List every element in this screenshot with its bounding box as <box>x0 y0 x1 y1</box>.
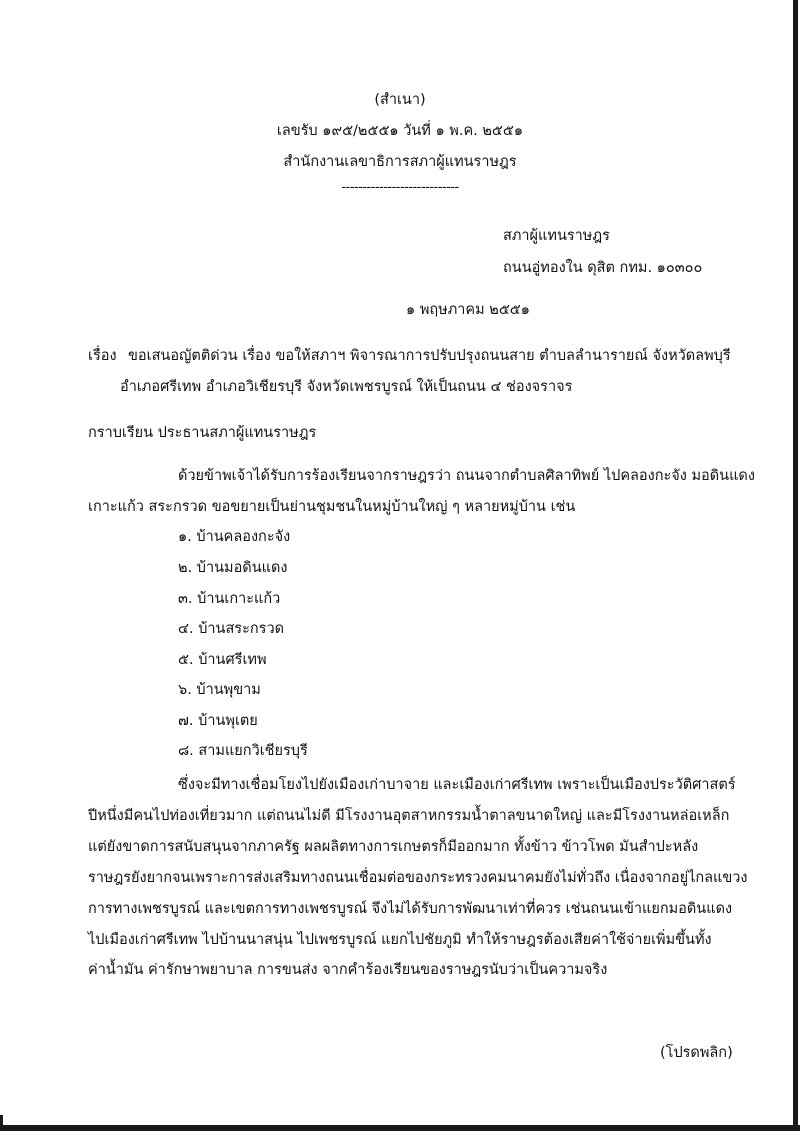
village-item: ๒. บ้านมอดินแดง <box>178 560 288 576</box>
body-line: ปีหนึ่งมีคนไปท่องเที่ยวมาก แต่ถนนไม่ดี มีโรงงานอุตสาหกรรมน้ำตาลขนาดใหญ่ และมีโรงงานหล่อเหล็ก <box>88 808 730 824</box>
body-line: ค่าน้ำมัน ค่ารักษาพยาบาล การขนส่ง จากคำร้องเรียนของราษฎรนับว่าเป็นความจริง <box>88 962 608 978</box>
village-item: ๓. บ้านเกาะแก้ว <box>178 591 281 607</box>
subject-label: เรื่อง <box>88 348 117 364</box>
intro-line-1: ด้วยข้าพเจ้าได้รับการร้องเรียนจากราษฎรว่า ถนนจากตำบลศิลาทิพย์ ไปคลองกะจัง มอดินแดง <box>178 468 755 484</box>
address-line-1: สภาผู้แทนราษฎร <box>503 228 610 244</box>
village-item: ๘. สามแยกวิเชียรบุรี <box>178 743 308 759</box>
intro-line-2: เกาะแก้ว สระกรวด ขอขยายเป็นย่านชุมชนในหมู่บ้านใหญ่ ๆ หลายหมู่บ้าน เช่น <box>88 499 576 515</box>
subject-line-2: อำเภอศรีเทพ อำเภอวิเชียรบุรี จังหวัดเพชรบูรณ์ ให้เป็นถนน ๔ ช่องจราจร <box>120 379 573 395</box>
village-item: ๗. บ้านพุเตย <box>178 713 258 729</box>
receipt-line: เลขรับ ๑๙๕/๒๕๕๑ วันที่ ๑ พ.ค. ๒๕๕๑ <box>276 123 524 139</box>
turn-over-note: (โปรดพลิก) <box>660 1045 733 1061</box>
scan-border-left <box>0 1115 3 1131</box>
village-item: ๑. บ้านคลองกะจัง <box>178 529 291 545</box>
body-line: แต่ยังขาดการสนับสนุนจากภาครัฐ ผลผลิตทางการเกษตรก็มีออกมาก ทั้งข้าว ข้าวโพด มันสำปะหลัง <box>88 839 699 855</box>
salutation: กราบเรียน ประธานสภาผู้แทนราษฎร <box>88 425 317 441</box>
body-line: ไปเมืองเก่าศรีเทพ ไปบ้านนาสนุ่น ไปเพชรบูรณ์ แยกไปชัยภูมิ ทำให้ราษฎรต้องเสียค่าใช้จ่ายเพิ่มขึ้นทั้ง <box>88 932 712 948</box>
body-line: ซึ่งจะมีทางเชื่อมโยงไปยังเมืองเก่าบาจาย และเมืองเก่าศรีเทพ เพราะเป็นเมืองประวัติศาสตร์ <box>178 777 736 793</box>
letter-date: ๑ พฤษภาคม ๒๕๕๑ <box>406 302 530 318</box>
body-line: การทางเพชรบูรณ์ และเขตการทางเพชรบูรณ์ จึงไม่ได้รับการพัฒนาเท่าที่ควร เช่นถนนเข้าแยกมอดินแดง <box>88 901 733 917</box>
body-line: ราษฎรยังยากจนเพราะการส่งเสริมทางถนนเชื่อมต่อของกระทรวงคมนาคมยังไม่ทั่วถึง เนื่องจากอยู่ไกลแขวง <box>88 870 748 886</box>
subject-line-1: ขอเสนอญัตติด่วน เรื่อง ขอให้สภาฯ พิจารณาการปรับปรุงถนนสาย ตำบลลำนารายณ์ จังหวัดลพบุรี <box>128 348 731 364</box>
address-line-2: ถนนอู่ทองใน ดุสิต กทม. ๑๐๓๐๐ <box>503 260 703 276</box>
village-item: ๔. บ้านสระกรวด <box>178 621 285 637</box>
header-divider: ---------------------------- <box>341 180 459 195</box>
office-name: สำนักงานเลขาธิการสภาผู้แทนราษฎร <box>283 154 517 170</box>
village-item: ๖. บ้านพุขาม <box>178 682 261 698</box>
scan-border-bottom <box>0 1125 800 1131</box>
copy-mark: (สำเนา) <box>374 92 426 108</box>
village-item: ๕. บ้านศรีเทพ <box>178 652 267 668</box>
